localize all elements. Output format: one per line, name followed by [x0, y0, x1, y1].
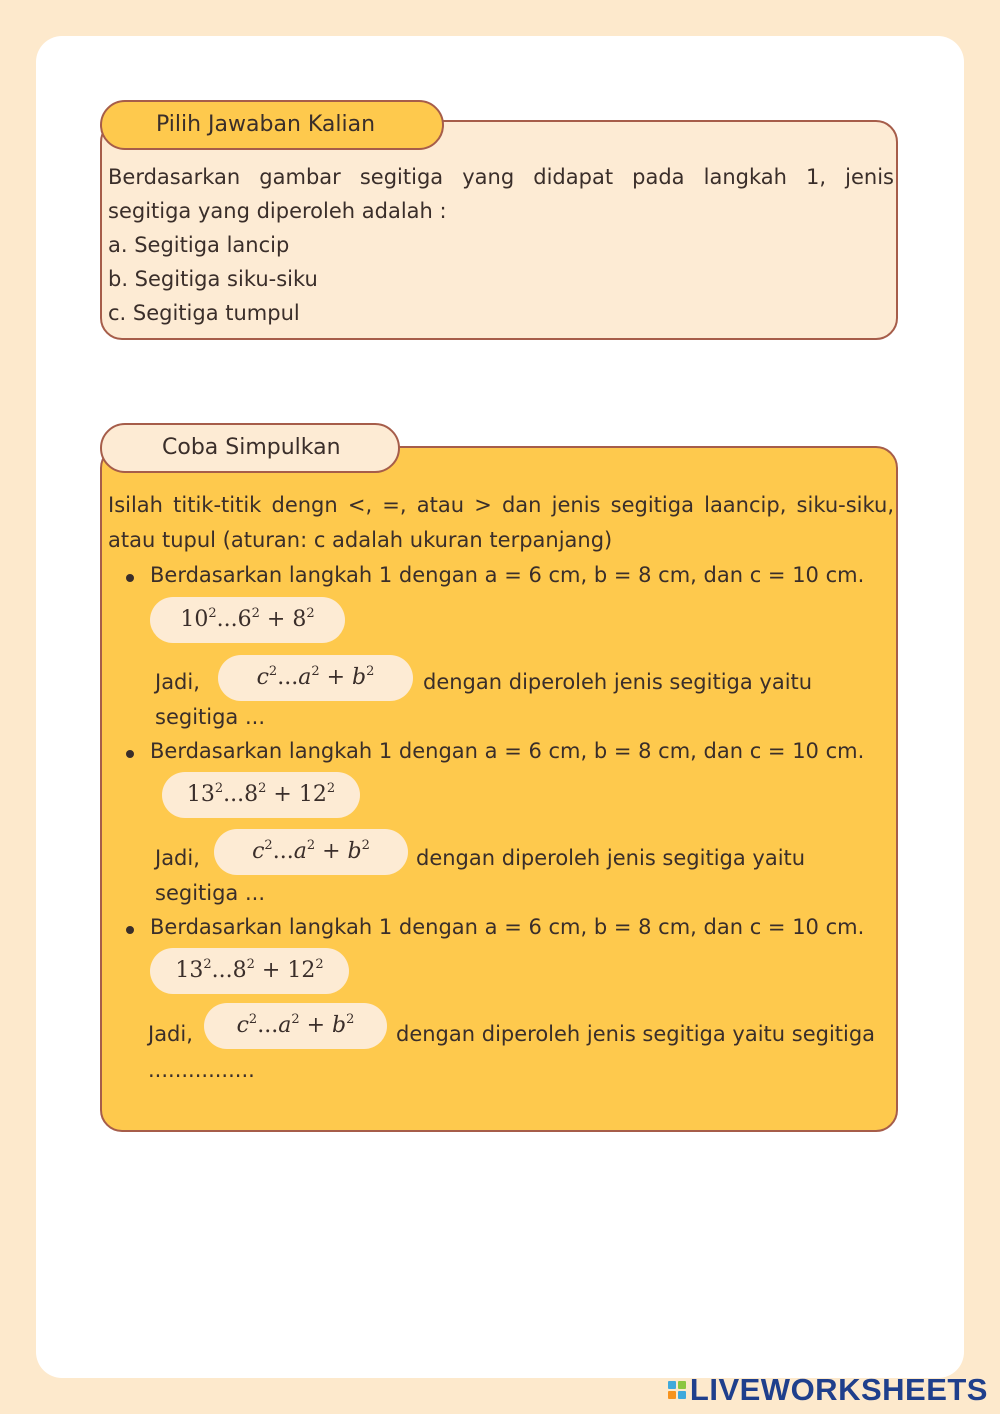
- conclusion-tab: Coba Simpulkan: [100, 423, 400, 473]
- item-2-equation[interactable]: $13^2...8^2 + 12^2$: [162, 772, 360, 818]
- item-1-text: Berdasarkan langkah 1 dengan a = 6 cm, b = 8 cm, dan c = 10 cm.: [150, 563, 865, 587]
- intro-line-1: Isilah titik-titik dengn <, =, atau > dan jenis segitiga laancip, siku-siku,: [108, 493, 894, 517]
- item-3-equation[interactable]: $13^2...8^2 + 12^2$: [150, 948, 349, 994]
- item-2-conclusion: dengan diperoleh jenis segitiga yaitu: [416, 846, 806, 870]
- option-a[interactable]: a. Segitiga lancip: [108, 233, 290, 257]
- option-b[interactable]: b. Segitiga siku-siku: [108, 267, 318, 291]
- item-3-ending[interactable]: ................: [148, 1058, 255, 1082]
- item-1-jadi: Jadi,: [155, 670, 200, 694]
- item-1-conclusion: dengan diperoleh jenis segitiga yaitu: [423, 670, 813, 694]
- bullet-3: [126, 926, 134, 934]
- item-2-general-formula[interactable]: $c^2...a^2 + b^2$: [214, 829, 408, 875]
- item-3-conclusion: dengan diperoleh jenis segitiga yaitu segitiga: [396, 1022, 876, 1046]
- item-2-text: Berdasarkan langkah 1 dengan a = 6 cm, b = 8 cm, dan c = 10 cm.: [150, 739, 865, 763]
- option-c[interactable]: c. Segitiga tumpul: [108, 301, 300, 325]
- item-3-general-formula[interactable]: $c^2...a^2 + b^2$: [204, 1003, 387, 1049]
- item-3-jadi: Jadi,: [148, 1022, 193, 1046]
- item-1-general-formula[interactable]: $c^2...a^2 + b^2$: [218, 655, 413, 701]
- item-2-jadi: Jadi,: [155, 846, 200, 870]
- item-1-equation[interactable]: $10^2...6^2 + 8^2$: [150, 597, 345, 643]
- liveworksheets-mark-icon: [668, 1381, 686, 1399]
- question-line-1: Berdasarkan gambar segitiga yang didapat pada langkah 1, jenis: [108, 165, 894, 189]
- item-2-ending[interactable]: segitiga ...: [155, 881, 265, 905]
- answer-choice-tab: Pilih Jawaban Kalian: [100, 100, 444, 150]
- bullet-2: [126, 750, 134, 758]
- question-line-2: segitiga yang diperoleh adalah :: [108, 199, 447, 223]
- intro-line-2: atau tupul (aturan: c adalah ukuran terpanjang): [108, 528, 613, 552]
- item-3-text: Berdasarkan langkah 1 dengan a = 6 cm, b = 8 cm, dan c = 10 cm.: [150, 915, 865, 939]
- bullet-1: [126, 574, 134, 582]
- liveworksheets-logo: [668, 1372, 988, 1408]
- liveworksheets-brand: LIVEWORKSHEETS: [689, 1372, 988, 1407]
- item-1-ending[interactable]: segitiga ...: [155, 705, 265, 729]
